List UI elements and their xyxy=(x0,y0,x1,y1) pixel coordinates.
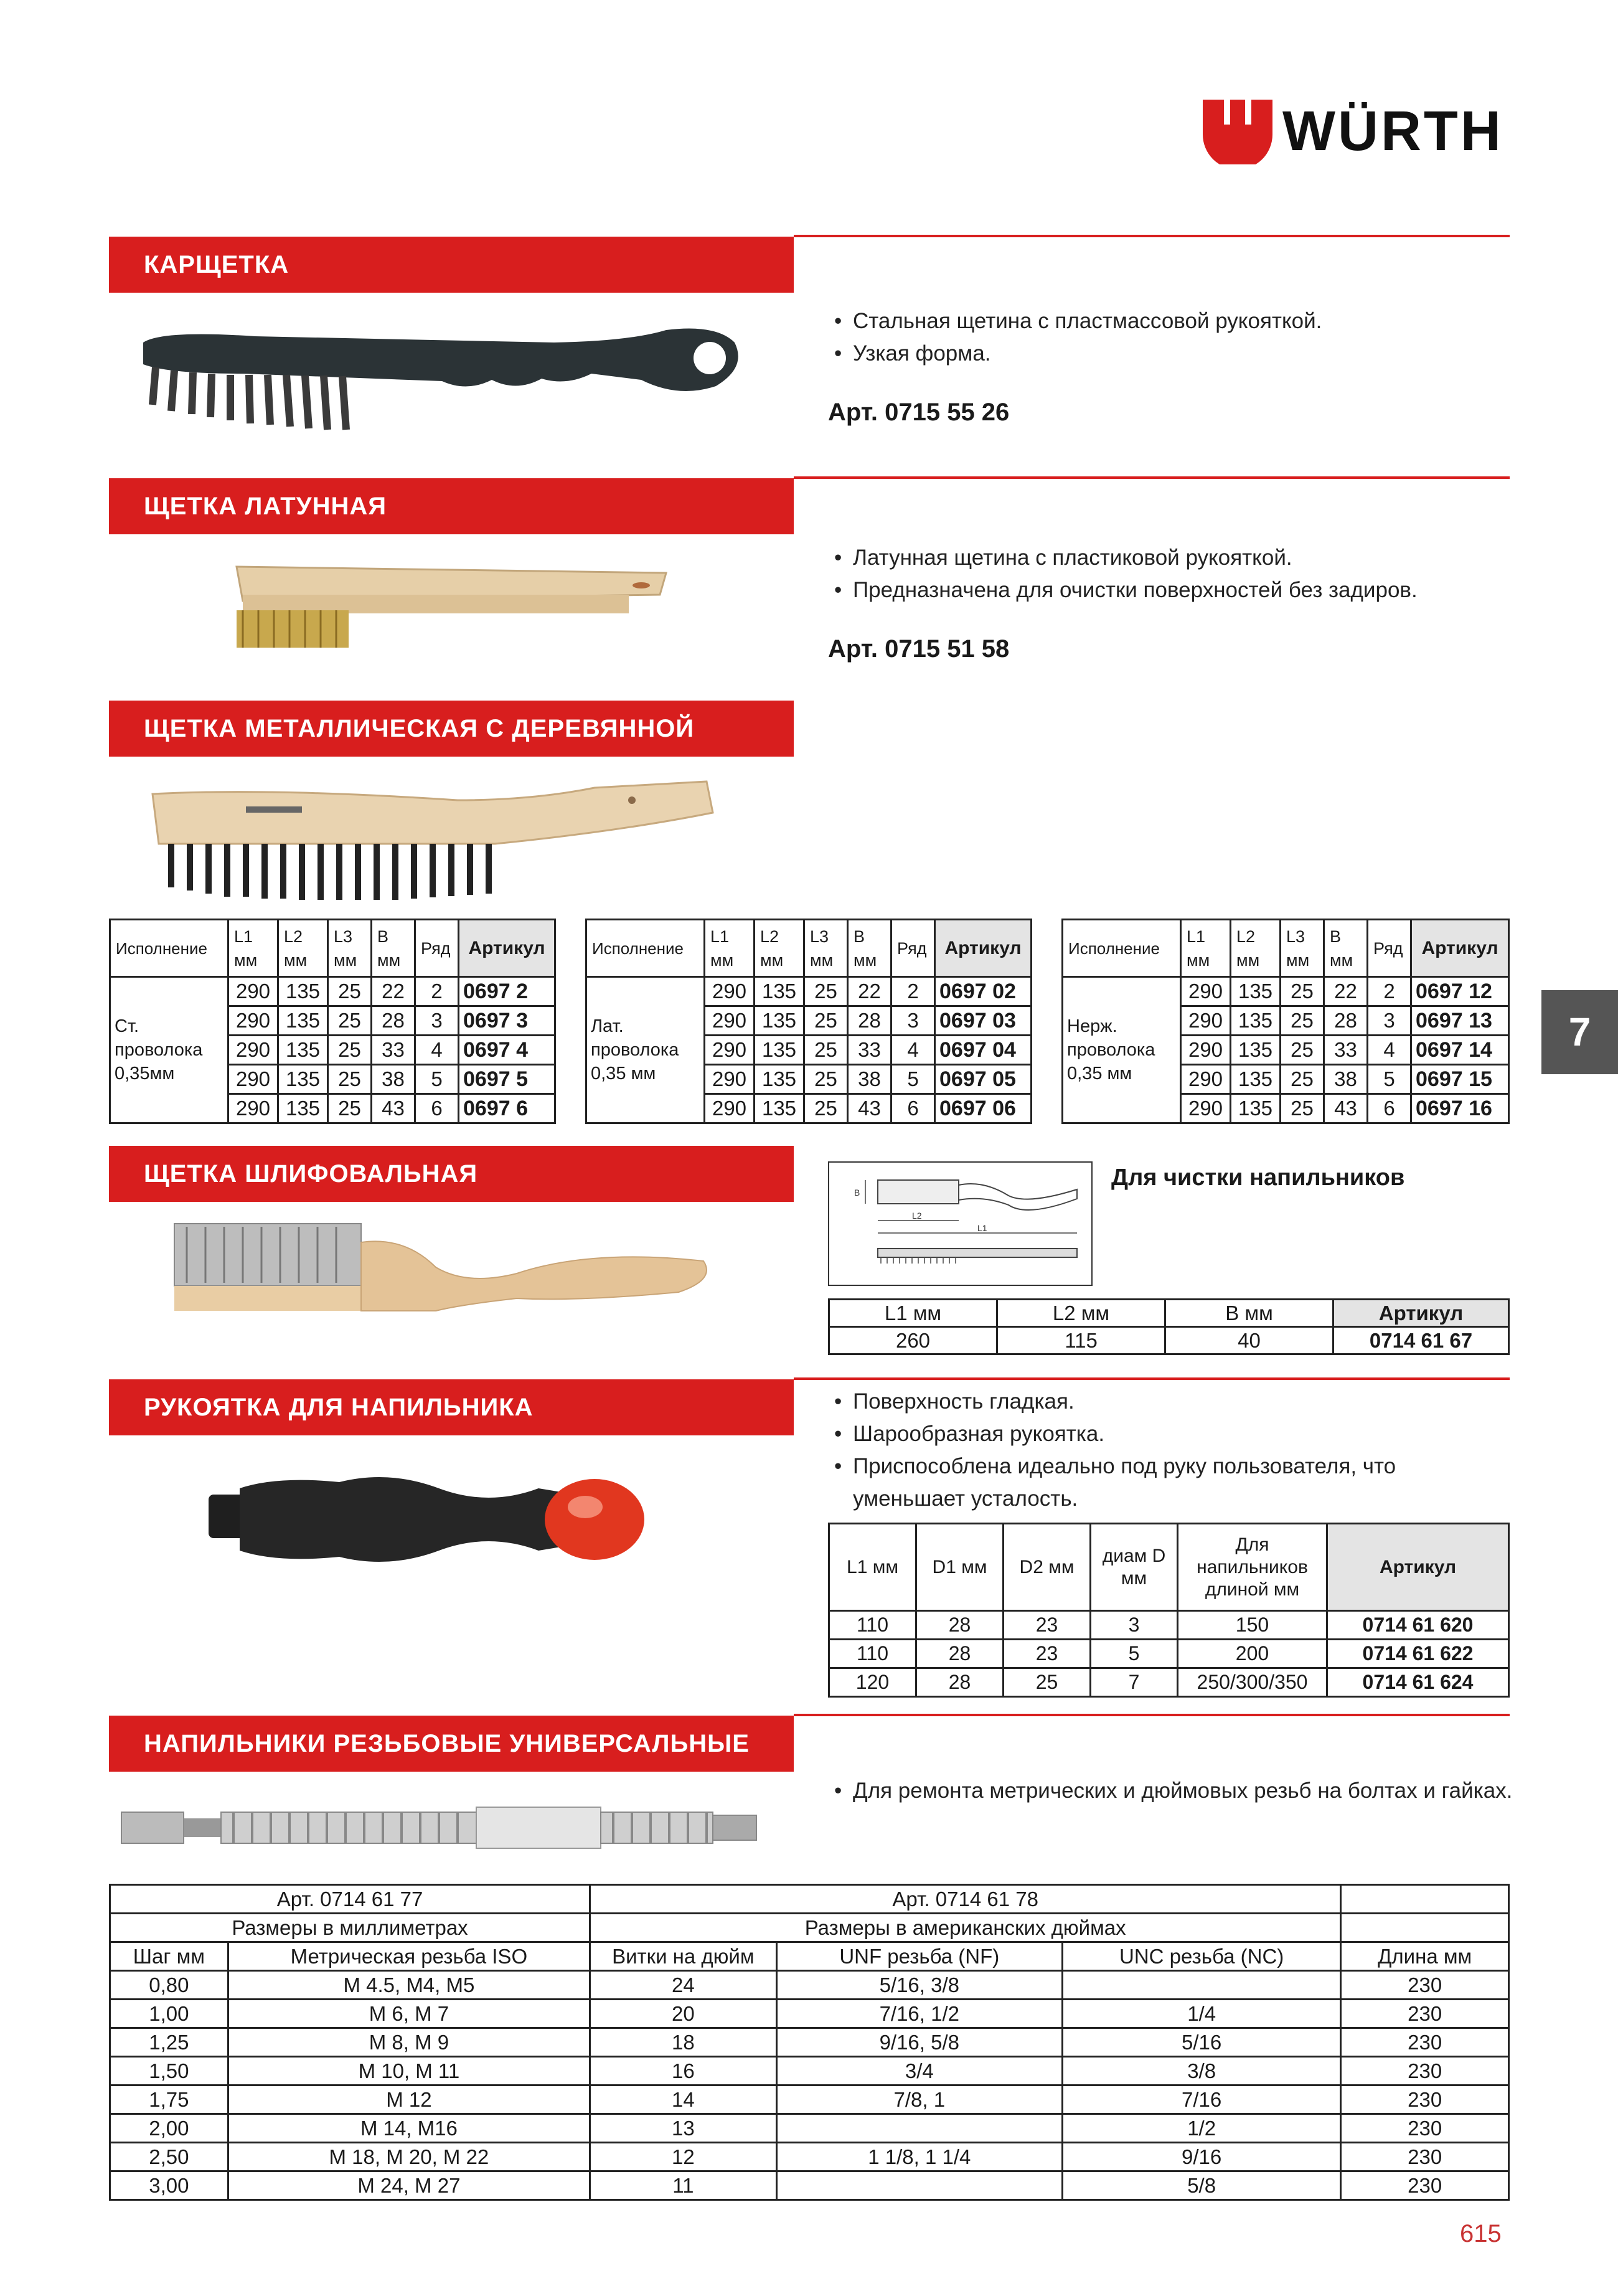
empty-cell xyxy=(1341,1914,1509,1942)
bullet-list xyxy=(828,542,1513,607)
table-row: 110 28 23 5 200 0714 61 622 xyxy=(829,1640,1509,1668)
article-cell: 0714 61 67 xyxy=(1333,1327,1509,1354)
col-header: UNF резьба (NF) xyxy=(776,1942,1062,1971)
table-row: 3,00 M 24, M 27 11 5/8 230 xyxy=(110,2171,1509,2200)
col-header: D1 мм xyxy=(916,1524,1004,1611)
brush-table-steel xyxy=(109,919,556,1124)
wire-brush-image xyxy=(118,305,753,455)
section-divider xyxy=(794,235,1510,237)
section-divider xyxy=(794,476,1510,479)
diagram-label-l1: L1 xyxy=(977,1223,987,1233)
col-header: диам D мм xyxy=(1091,1524,1178,1611)
table-row: 2,00 M 14, M16 13 1/2 230 xyxy=(110,2114,1509,2143)
col-header: L2 мм xyxy=(1231,920,1281,977)
col-header: D2 мм xyxy=(1004,1524,1091,1611)
col-header: L3 мм xyxy=(804,920,848,977)
table-row: 290 135 25 28 3 0697 13 xyxy=(1063,1006,1509,1036)
article-cell: 0697 5 xyxy=(459,1065,555,1094)
col-header: B мм xyxy=(1324,920,1368,977)
col-header: Исполнение xyxy=(586,920,705,977)
art-inch: Арт. 0714 61 78 xyxy=(590,1885,1341,1914)
article-cell: 0697 12 xyxy=(1411,977,1509,1006)
article-cell: 0697 03 xyxy=(935,1006,1032,1036)
article-cell: 0714 61 622 xyxy=(1327,1640,1509,1668)
col-header: Ряд xyxy=(1368,920,1411,977)
bullet-list xyxy=(828,1386,1513,1515)
execution-cell: Лат. проволока 0,35 мм xyxy=(586,977,705,1123)
handle-table xyxy=(828,1523,1510,1698)
col-header: Ряд xyxy=(415,920,459,977)
table-row: 290 135 25 38 5 0697 05 xyxy=(586,1065,1032,1094)
file-handle-image xyxy=(202,1451,651,1588)
chapter-tab[interactable]: 7 xyxy=(1541,990,1618,1074)
brass-brush-image xyxy=(230,548,679,660)
article-cell: 0697 05 xyxy=(935,1065,1032,1094)
thread-table xyxy=(109,1884,1510,2201)
file-brush-table xyxy=(828,1298,1510,1355)
diagram-label-l2: L2 xyxy=(912,1211,922,1221)
col-header: Артикул xyxy=(1327,1524,1509,1611)
col-header: L2 мм xyxy=(997,1300,1165,1327)
bullet-list xyxy=(828,305,1513,370)
article-cell: 0697 3 xyxy=(459,1006,555,1036)
brand-name: WÜRTH xyxy=(1282,100,1503,163)
thread-file-image xyxy=(115,1793,763,1862)
col-header: Исполнение xyxy=(1063,920,1181,977)
table-row: 290 135 25 33 4 0697 14 xyxy=(1063,1036,1509,1065)
col-header: L2 мм xyxy=(755,920,804,977)
col-header: L1 мм xyxy=(228,920,278,977)
col-header: Для напильников длиной мм xyxy=(1178,1524,1327,1611)
table-row: 290 135 25 33 4 0697 4 xyxy=(110,1036,555,1065)
diagram-label-b: B xyxy=(854,1188,860,1198)
col-header: L3 мм xyxy=(1281,920,1324,977)
table-row: Лат. проволока 0,35 мм 290 135 25 22 2 0697 02 xyxy=(586,977,1032,1006)
col-header: L1 мм xyxy=(829,1524,916,1611)
col-header: Артикул xyxy=(459,920,555,977)
article-cell: 0714 61 624 xyxy=(1327,1668,1509,1697)
table-row: 290 135 25 38 5 0697 15 xyxy=(1063,1065,1509,1094)
table-row: 0,80 M 4.5, M4, M5 24 5/16, 3/8 230 xyxy=(110,1971,1509,2000)
table-row: 2,50 M 18, M 20, M 22 12 1 1/8, 1 1/4 9/16 230 xyxy=(110,2143,1509,2171)
table-row: 290 135 25 38 5 0697 5 xyxy=(110,1065,555,1094)
col-header: L2 мм xyxy=(278,920,328,977)
table-row: 290 135 25 43 6 0697 6 xyxy=(110,1094,555,1123)
article-cell: 0697 6 xyxy=(459,1094,555,1123)
col-header: L3 мм xyxy=(328,920,372,977)
article-cell: 0697 04 xyxy=(935,1036,1032,1065)
col-header: B мм xyxy=(848,920,891,977)
table-row: Нерж. проволока 0,35 мм 290 135 25 22 2 0697 12 xyxy=(1063,977,1509,1006)
bullet-item: • Предназначена для очистки поверхностей без задиров. xyxy=(828,574,1513,607)
article-cell: 0697 16 xyxy=(1411,1094,1509,1123)
col-header: L1 мм xyxy=(705,920,755,977)
section-title-brass-brush: ЩЕТКА ЛАТУННАЯ xyxy=(109,478,794,534)
article-cell: 0697 06 xyxy=(935,1094,1032,1123)
size-inch: Размеры в американских дюймах xyxy=(590,1914,1341,1942)
table-row: 1,00 M 6, M 7 20 7/16, 1/2 1/4 230 xyxy=(110,2000,1509,2028)
article-cell: 0697 2 xyxy=(459,977,555,1006)
wurth-logo-icon xyxy=(1203,100,1272,164)
brush-table-stainless xyxy=(1061,919,1510,1124)
col-header: Артикул xyxy=(1411,920,1509,977)
section-title-karshchetka: КАРЩЕТКА xyxy=(109,237,794,293)
bullet-item: • Латунная щетина с пластиковой рукояткой. xyxy=(828,542,1513,574)
article-number: Арт. 0715 55 26 xyxy=(828,399,1010,426)
table-row: 290 135 25 33 4 0697 04 xyxy=(586,1036,1032,1065)
bullet-item: • Стальная щетина с пластмассовой рукояткой. xyxy=(828,305,1513,338)
section-title-file-brush: ЩЕТКА ШЛИФОВАЛЬНАЯ xyxy=(109,1146,794,1202)
table-row: Ст. проволока 0,35мм 290 135 25 22 2 0697 2 xyxy=(110,977,555,1006)
table-row: 1,50 M 10, M 11 16 3/4 3/8 230 xyxy=(110,2057,1509,2086)
table-row: 290 135 25 28 3 0697 3 xyxy=(110,1006,555,1036)
col-header: Артикул xyxy=(1333,1300,1509,1327)
article-cell: 0697 13 xyxy=(1411,1006,1509,1036)
table-row: 110 28 23 3 150 0714 61 620 xyxy=(829,1611,1509,1640)
article-cell: 0697 02 xyxy=(935,977,1032,1006)
col-header: Артикул xyxy=(935,920,1032,977)
article-cell: 0697 15 xyxy=(1411,1065,1509,1094)
bullet-item: • Шарообразная рукоятка. xyxy=(828,1418,1513,1450)
page-number: 615 xyxy=(1460,2220,1502,2247)
table-row: 290 135 25 43 6 0697 16 xyxy=(1063,1094,1509,1123)
col-header: Ряд xyxy=(891,920,935,977)
section-divider xyxy=(794,1714,1510,1716)
table-row: 120 28 25 7 250/300/350 0714 61 624 xyxy=(829,1668,1509,1697)
article-number: Арт. 0715 51 58 xyxy=(828,635,1010,663)
dimension-diagram xyxy=(828,1161,1093,1286)
size-metric: Размеры в миллиметрах xyxy=(110,1914,590,1942)
table-row: 1,75 M 12 14 7/8, 1 7/16 230 xyxy=(110,2086,1509,2114)
brush-table-brass xyxy=(585,919,1032,1124)
col-header: B мм xyxy=(1165,1300,1333,1327)
col-header: Исполнение xyxy=(110,920,228,977)
execution-cell: Нерж. проволока 0,35 мм xyxy=(1063,977,1181,1123)
art-metric: Арт. 0714 61 77 xyxy=(110,1885,590,1914)
section-divider xyxy=(794,1377,1510,1380)
section-title-thread-files: НАПИЛЬНИКИ РЕЗЬБОВЫЕ УНИВЕРСАЛЬНЫЕ xyxy=(109,1716,794,1772)
table-row: 1,25 M 8, M 9 18 9/16, 5/8 5/16 230 xyxy=(110,2028,1509,2057)
col-header: B мм xyxy=(372,920,415,977)
bullet-item: • Поверхность гладкая. xyxy=(828,1386,1513,1418)
col-header: Витки на дюйм xyxy=(590,1942,777,1971)
article-cell: 0697 14 xyxy=(1411,1036,1509,1065)
file-brush-image xyxy=(168,1217,716,1320)
col-header: Метрическая резьба ISO xyxy=(228,1942,590,1971)
empty-cell xyxy=(1341,1885,1509,1914)
col-header: Длина мм xyxy=(1341,1942,1509,1971)
bullet-item: • Для ремонта метрических и дюймовых резьб на болтах и гайках. xyxy=(828,1775,1513,1807)
table-row: 260 115 40 0714 61 67 xyxy=(829,1327,1509,1354)
col-header: Шаг мм xyxy=(110,1942,228,1971)
bullet-item: • Приспособлена идеально под руку пользователя, что уменьшает усталость. xyxy=(828,1450,1513,1515)
section-title-metal-brush: ЩЕТКА МЕТАЛЛИЧЕСКАЯ С ДЕРЕВЯННОЙ РУКОЯТКОЙ xyxy=(109,701,794,757)
section-title-file-handle: РУКОЯТКА ДЛЯ НАПИЛЬНИКА xyxy=(109,1379,794,1435)
execution-cell: Ст. проволока 0,35мм xyxy=(110,977,228,1123)
table-row: 290 135 25 28 3 0697 03 xyxy=(586,1006,1032,1036)
metal-brush-wood-image xyxy=(146,775,719,912)
article-cell: 0697 4 xyxy=(459,1036,555,1065)
article-cell: 0714 61 620 xyxy=(1327,1611,1509,1640)
file-brush-note: Для чистки напильников xyxy=(1111,1165,1405,1191)
col-header: UNC резьба (NC) xyxy=(1062,1942,1340,1971)
col-header: L1 мм xyxy=(1181,920,1231,977)
bullet-list xyxy=(828,1775,1513,1807)
table-row: 290 135 25 43 6 0697 06 xyxy=(586,1094,1032,1123)
bullet-item: • Узкая форма. xyxy=(828,338,1513,370)
col-header: L1 мм xyxy=(829,1300,997,1327)
